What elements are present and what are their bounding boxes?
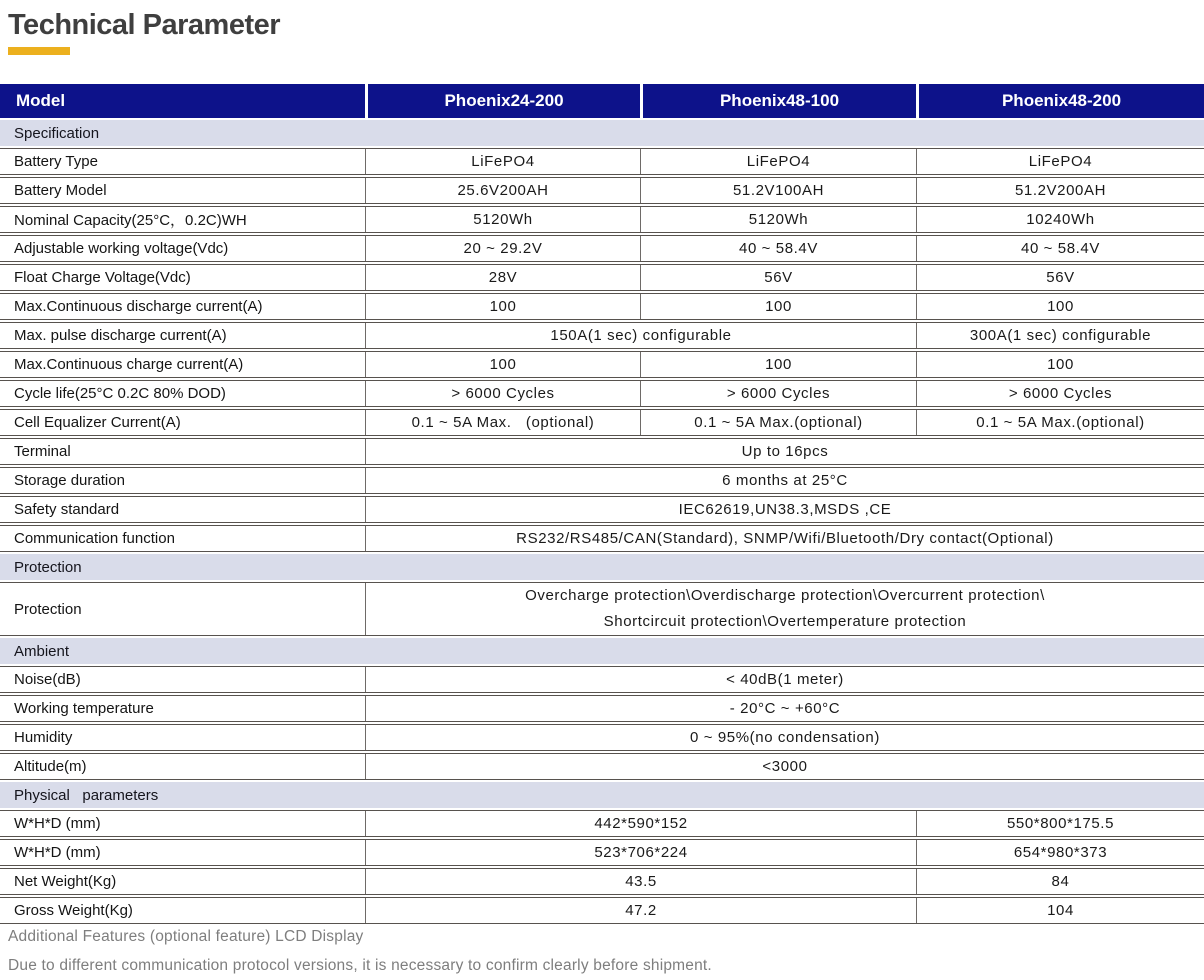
value-cell: < 40dB(1 meter) [365,667,1204,692]
value-cell: 20 ~ 29.2V [365,236,640,261]
value-cell: 654*980*373 [916,840,1204,865]
value-cell: 0 ~ 95%(no condensation) [365,725,1204,750]
section-band-1: Protection [0,554,1204,580]
value-cell: LiFePO4 [916,149,1204,174]
value-cell: > 6000 Cycles [640,381,916,406]
value-cell: 10240Wh [916,207,1204,232]
table-row [0,351,1204,378]
row-label: Cell Equalizer Current(A) [14,414,181,431]
value-cell: 0.1 ~ 5A Max.(optional) [916,410,1204,435]
table-row [0,839,1204,866]
value-cell: 51.2V200AH [916,178,1204,203]
value-cell: - 20°C ~ +60°C [365,696,1204,721]
header-cell-phoenix24-200: Phoenix24-200 [365,84,640,118]
table-row [0,177,1204,204]
row-label: Humidity [14,729,73,746]
value-cell: Up to 16pcs [365,439,1204,464]
table-row [0,322,1204,349]
table-row [0,206,1204,233]
row-label: Storage duration [14,472,125,489]
value-cell: RS232/RS485/CAN(Standard), SNMP/Wifi/Bluetooth/Dry contact(Optional) [365,526,1204,551]
row-label: Float Charge Voltage(Vdc) [14,269,191,286]
value-cell: 0.1 ~ 5A Max. (optional) [365,410,640,435]
value-cell: 100 [365,294,640,319]
table-row [0,235,1204,262]
row-label: Max.Continuous charge current(A) [14,356,244,373]
value-cell: 442*590*152 [365,811,916,836]
table-body [0,120,1204,924]
table-row [0,467,1204,494]
row-label: Safety standard [14,501,120,518]
value-cell: IEC62619,UN38.3,MSDS ,CE [365,497,1204,522]
row-label: Protection [14,600,82,618]
table-row [0,293,1204,320]
value-cell: 28V [365,265,640,290]
row-label: Working temperature [14,700,154,717]
value-line: Overcharge protection\Overdischarge protection\Overcurrent protection\ [525,587,1045,604]
value-cell: LiFePO4 [365,149,640,174]
table-row [0,438,1204,465]
value-cell: 6 months at 25°C [365,468,1204,493]
footer-note-additional-features: Additional Features (optional feature) LCD Display [8,928,364,945]
value-cell: > 6000 Cycles [365,381,640,406]
page-title: Technical Parameter [8,9,281,41]
value-cell: 300A(1 sec) configurable [916,323,1204,348]
table-row [0,897,1204,924]
row-label: Max.Continuous discharge current(A) [14,298,263,315]
value-cell: 25.6V200AH [365,178,640,203]
value-cell: 150A(1 sec) configurable [365,323,916,348]
value-cell: 43.5 [365,869,916,894]
value-cell: 100 [365,352,640,377]
row-label: Net Weight(Kg) [14,873,117,890]
header-cell-model: Model [16,91,66,110]
table-row [0,525,1204,552]
row-label: Altitude(m) [14,758,87,775]
value-cell: 51.2V100AH [640,178,916,203]
value-cell: 100 [640,294,916,319]
row-label: W*H*D (mm) [14,815,101,832]
section-band-2: Ambient [0,638,1204,664]
row-label: Battery Type [14,153,98,170]
row-label: Noise(dB) [14,671,81,688]
value-cell: 0.1 ~ 5A Max.(optional) [640,410,916,435]
table-header-row [0,84,1204,118]
value-cell: > 6000 Cycles [916,381,1204,406]
title-block [0,0,1204,55]
value-cell: 47.2 [365,898,916,923]
value-cell: 550*800*175.5 [916,811,1204,836]
value-cell: 100 [640,352,916,377]
title-accent-underline [8,47,70,55]
table-row [0,148,1204,175]
section-band-3: Physical parameters [0,782,1204,808]
table-row [0,695,1204,722]
value-cell: 100 [916,352,1204,377]
row-label: Battery Model [14,182,107,199]
row-label: Cycle life(25°C 0.2C 80% DOD) [14,385,226,402]
row-label: Adjustable working voltage(Vdc) [14,240,229,257]
value-line: Shortcircuit protection\Overtemperature protection [603,613,967,630]
value-cell: 100 [916,294,1204,319]
value-cell: <3000 [365,754,1204,779]
value-cell: 5120Wh [640,207,916,232]
value-cell: 104 [916,898,1204,923]
value-cell: 40 ~ 58.4V [640,236,916,261]
footer-note-protocol-disclaimer: Due to different communication protocol versions, it is necessary to confirm clearly before shipment. [8,957,712,974]
row-label: Terminal [14,443,71,460]
value-cell [365,583,1204,635]
header-cell-phoenix48-200: Phoenix48-200 [916,84,1204,118]
row-label: Max. pulse discharge current(A) [14,327,227,344]
table-row [0,496,1204,523]
value-cell: 40 ~ 58.4V [916,236,1204,261]
table-row [0,810,1204,837]
footer-notes [8,928,712,980]
header-cell-phoenix48-100: Phoenix48-100 [640,84,916,118]
table-row [0,868,1204,895]
row-label: Communication function [14,530,175,547]
table-row [0,724,1204,751]
table-row [0,582,1204,636]
table-row [0,666,1204,693]
table-row [0,753,1204,780]
spec-table [0,84,1204,924]
section-band-0: Specification [0,120,1204,146]
value-cell: 523*706*224 [365,840,916,865]
value-cell: 5120Wh [365,207,640,232]
row-label: W*H*D (mm) [14,844,101,861]
row-label: Gross Weight(Kg) [14,902,133,919]
row-label: Nominal Capacity(25°C，0.2C)WH [14,212,247,229]
table-row [0,409,1204,436]
table-row [0,380,1204,407]
table-row [0,264,1204,291]
value-cell: 56V [640,265,916,290]
value-cell: 56V [916,265,1204,290]
value-cell: LiFePO4 [640,149,916,174]
value-cell: 84 [916,869,1204,894]
